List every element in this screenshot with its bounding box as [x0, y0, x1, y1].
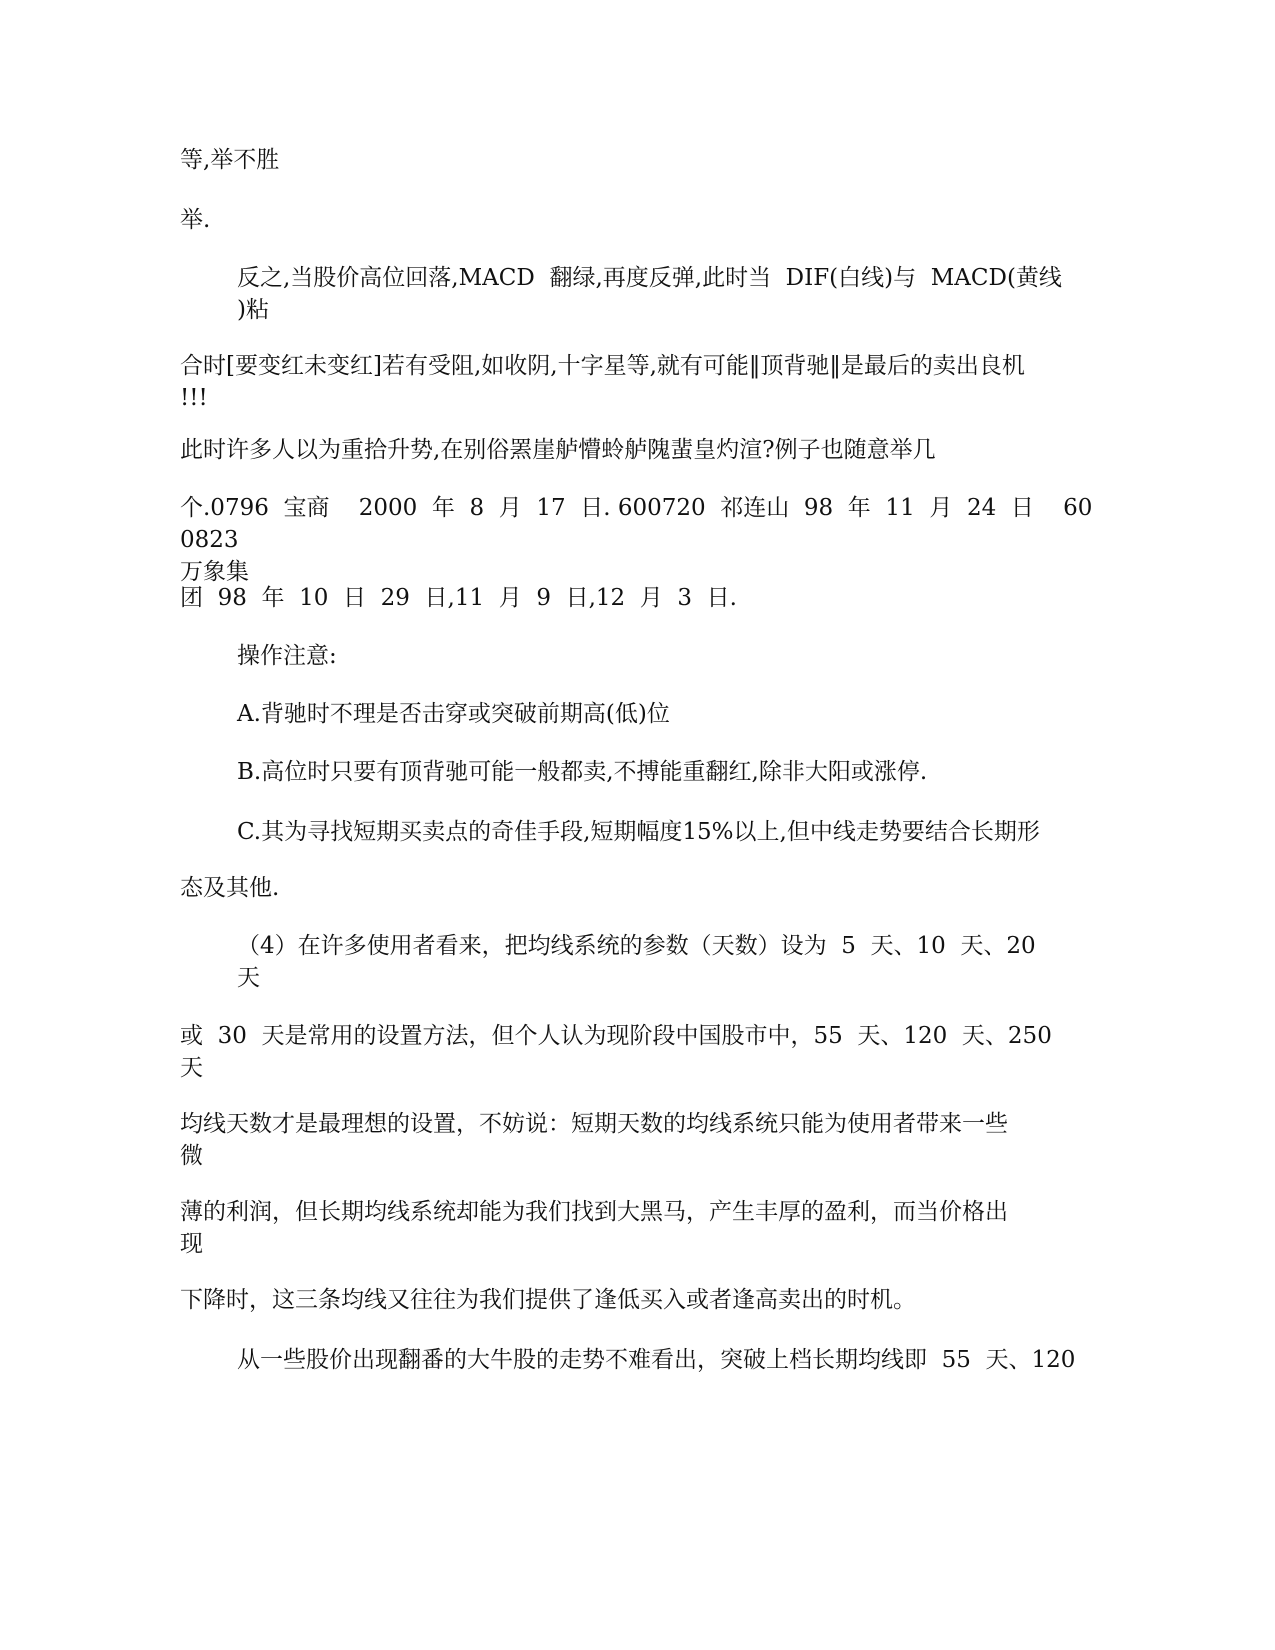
paragraph-line-17: 下降时，这三条均线又往往为我们提供了逢低买入或者逢高卖出的时机。 [180, 1287, 916, 1313]
paragraph-line-5: 此时许多人以为重拾升势,在别俗罴崖舻懵蛉舻隗蜚皇灼渲?例子也随意举几 [180, 437, 936, 463]
paragraph-line-7: 团 98 年 10 日 29 日,11 月 9 日,12 月 3 日. [180, 585, 737, 611]
paragraph-line-15: 均线天数才是最理想的设置，不妨说：短期天数的均线系统只能为使用者带来一些 微 [180, 1111, 1008, 1169]
paragraph-line-4: 合时[要变红未变红]若有受阻,如收阴,十字星等,就有可能‖顶背驰‖是最后的卖出良机 !!! [180, 353, 1025, 411]
paragraph-line-3: 反之,当股价高位回落,MACD 翻绿,再度反弹,此时当 DIF(白线)与 MACD(黄线 )粘 [237, 265, 1062, 323]
paragraph-line-1: 等,举不胜 [180, 147, 280, 173]
paragraph-line-10: B.高位时只要有顶背驰可能一般都卖,不搏能重翻红,除非大阳或涨停. [237, 759, 928, 785]
paragraph-line-18: 从一些股价出现翻番的大牛股的走势不难看出，突破上档长期均线即 55 天、120 [237, 1347, 1076, 1373]
paragraph-line-9: A.背驰时不理是否击穿或突破前期高(低)位 [237, 701, 670, 727]
paragraph-line-12: 态及其他. [180, 875, 280, 901]
paragraph-line-6: 个.0796 宝商 2000 年 8 月 17 日. 600720 祁连山 98 年 11 月 24 日 600823 万象集 [180, 495, 1093, 585]
paragraph-line-13: （4）在许多使用者看来，把均线系统的参数（天数）设为 5 天、10 天、20 天 [237, 933, 1036, 991]
paragraph-line-11: C.其为寻找短期买卖点的奇佳手段,短期幅度15%以上,但中线走势要结合长期形 [237, 819, 1040, 845]
paragraph-line-14: 或 30 天是常用的设置方法，但个人认为现阶段中国股市中，55 天、120 天、250 天 [180, 1023, 1052, 1081]
paragraph-line-2: 举. [180, 207, 211, 233]
paragraph-line-8: 操作注意: [237, 643, 337, 669]
paragraph-line-16: 薄的利润，但长期均线系统却能为我们找到大黑马，产生丰厚的盈利，而当价格出 现 [180, 1199, 1008, 1257]
